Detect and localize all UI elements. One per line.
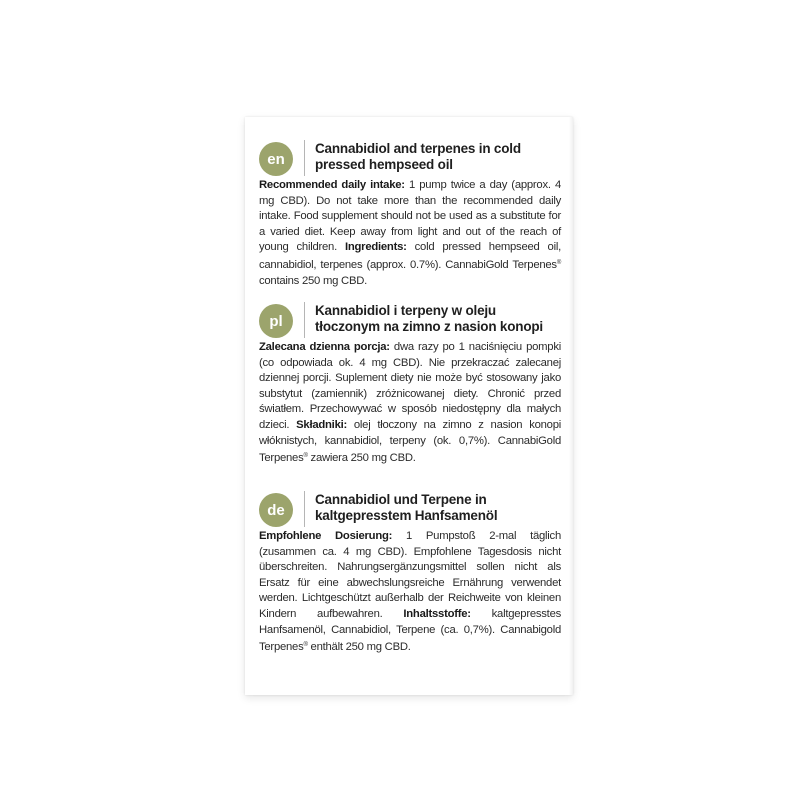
section-de	[259, 489, 561, 656]
intake-text: 1 Pumpstoß 2-mal täglich (zusammen ca. 4 mg CBD). Empfohlene Tagesdosis nicht überschreiten. Nahrungsergänzungsmittel sollen nicht als Ersatz für eine abwechslungsreiche Ernährung verwendet werden. Lichtgeschützt außerhalb der Reichweite von kleinen Kindern aufbewahren.	[259, 530, 561, 620]
registered-mark: ®	[303, 453, 308, 460]
section-header	[259, 138, 561, 178]
ingredients-label: Składniki:	[296, 418, 348, 431]
language-badge-en: en	[259, 142, 293, 176]
section-header	[259, 300, 561, 340]
section-text-de	[259, 529, 561, 656]
ingredients-text: cold pressed hempseed oil, cannabidiol, terpenes (approx. 0.7%). CannabiGold Terpenes	[259, 241, 561, 271]
section-header	[259, 489, 561, 529]
content-text: enthält 250 mg CBD.	[307, 641, 411, 654]
content-text: contains 250 mg CBD.	[259, 274, 368, 287]
header-divider	[304, 140, 305, 176]
section-title-en: Cannabidiol and terpenes in cold pressed hempseed oil	[315, 141, 521, 172]
header-divider	[304, 302, 305, 338]
section-text-en	[259, 178, 561, 289]
content-text: zawiera 250 mg CBD.	[307, 452, 416, 465]
section-text-pl	[259, 340, 561, 467]
section-title-pl: Kannabidiol i terpeny w oleju tłoczonym na zimno z nasion konopi	[315, 303, 543, 334]
ingredients-label: Ingredients:	[344, 241, 407, 254]
box-edge-shade	[569, 117, 573, 695]
section-pl	[259, 300, 561, 467]
intake-label: Empfohlene Dosierung:	[259, 530, 393, 542]
intake-text: dwa razy po 1 naciśnięciu pompki (co odpowiada ok. 4 mg CBD). Nie przekraczać zalecanej dziennej porcji. Suplement diety nie może być stosowany jako substytut (zamiennik) zróżnicowanej diety. Chronić przed światłem. Przechowywać w sposób niedostępny dla małych dzieci.	[259, 341, 561, 431]
language-badge-de: de	[259, 493, 293, 527]
section-en	[259, 138, 561, 289]
section-title-de: Cannabidiol und Terpene in kaltgepresstem Hanfsamenöl	[315, 492, 498, 523]
registered-mark: ®	[303, 642, 308, 649]
ingredients-text: kaltgepresstes Hanfsamenöl, Cannabidiol, Terpene (ca. 0,7%). Cannabigold Terpenes	[259, 607, 561, 654]
ingredients-label: Inhaltsstoffe:	[403, 607, 471, 620]
product-box-back-panel	[245, 117, 573, 695]
intake-text: 1 pump twice a day (approx. 4 mg CBD). Do not take more than the recommended daily intake. Food supplement should not be used as a substitute for a varied diet. Keep away from light and out of the reach of young children.	[259, 179, 561, 254]
ingredients-text: olej tłoczony na zimno z nasion konopi włóknistych, kannabidiol, terpeny (ok. 0,7%). CannabiGold Terpenes	[259, 418, 561, 465]
language-badge-pl: pl	[259, 304, 293, 338]
intake-label: Recommended daily intake:	[259, 179, 405, 191]
intake-label: Zalecana dzienna porcja:	[259, 341, 390, 353]
header-divider	[304, 491, 305, 527]
registered-mark: ®	[556, 259, 561, 266]
